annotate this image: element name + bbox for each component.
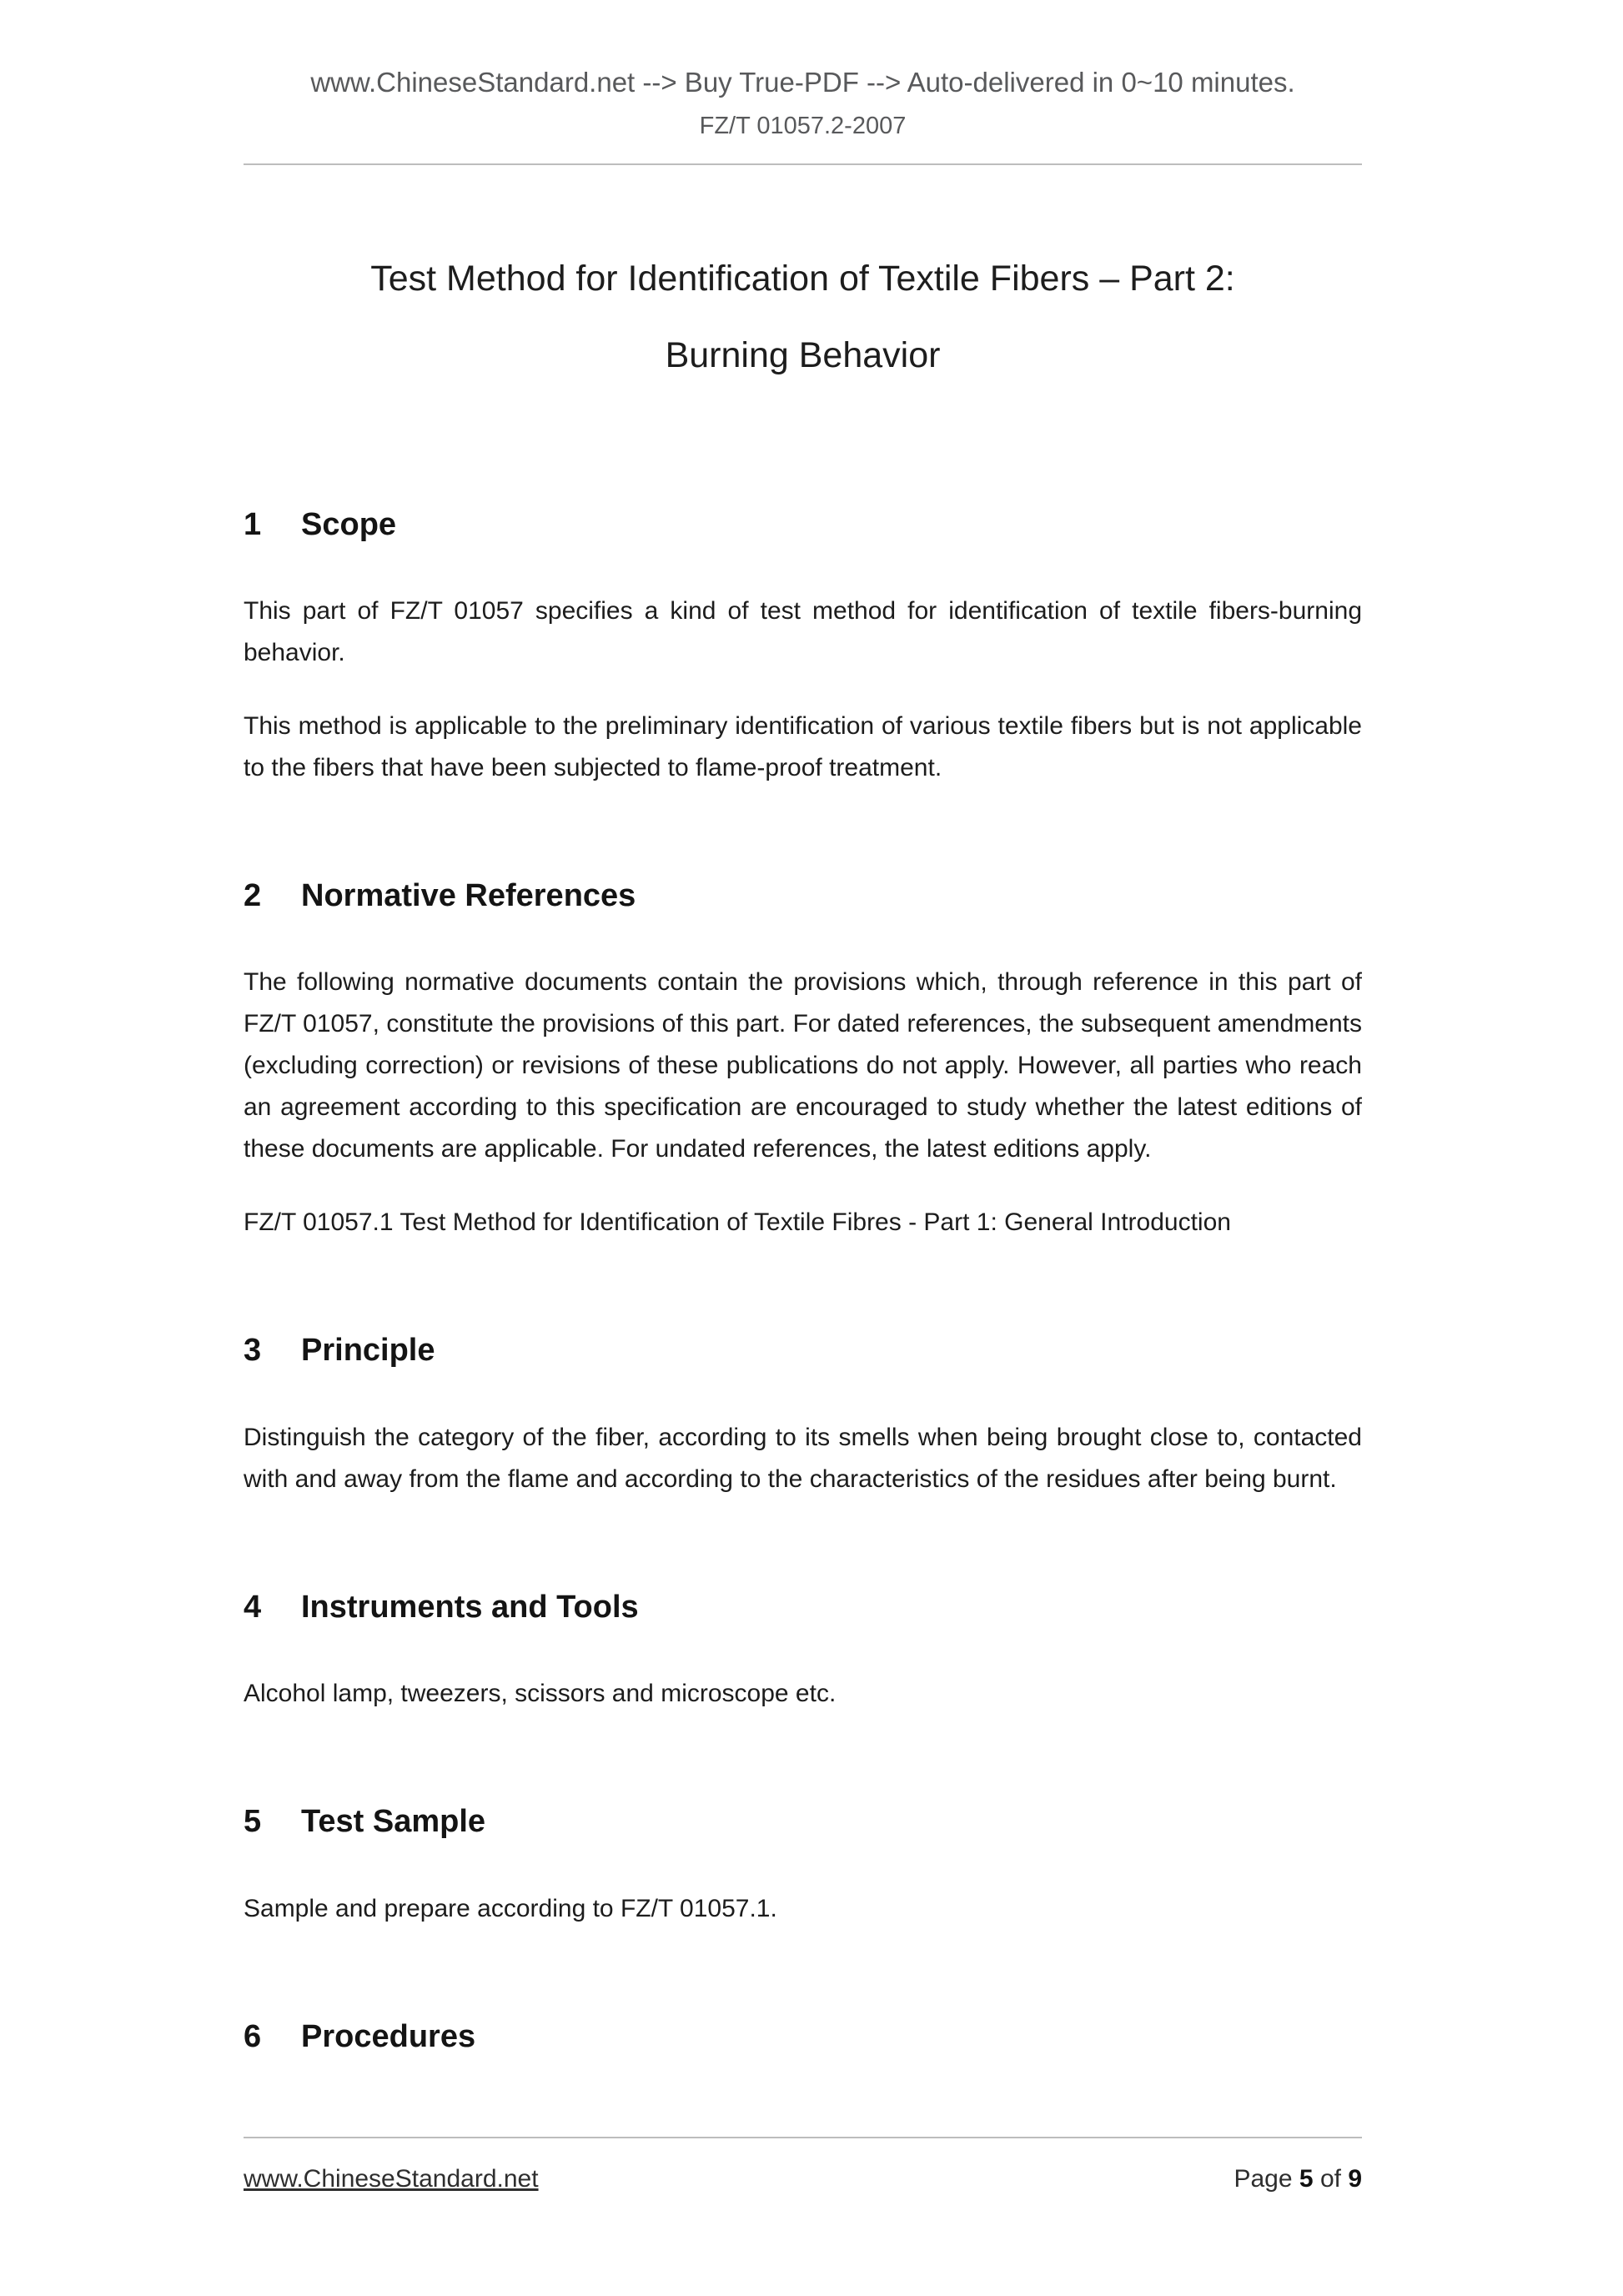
- page-number: [1234, 2165, 1362, 2193]
- page-number-total: 9: [1348, 2165, 1362, 2193]
- section-paragraph: Sample and prepare according to FZ/T 01057.1.: [244, 1894, 777, 1922]
- page-number-label: Page: [1234, 2165, 1293, 2193]
- section-title: Normative References: [301, 878, 636, 914]
- header-divider: [244, 163, 1362, 165]
- section-heading: [244, 1330, 1362, 1371]
- section-heading: [244, 2017, 1362, 2057]
- section-heading: [244, 1587, 1362, 1628]
- section-number: 1: [244, 506, 262, 542]
- section-heading: [244, 876, 1362, 917]
- page-footer: [244, 2137, 1362, 2193]
- section-scope: [244, 505, 1362, 789]
- section-title: Procedures: [301, 2018, 476, 2054]
- section-procedures: [244, 2017, 1362, 2057]
- section-normative-references: [244, 876, 1362, 1243]
- section-paragraph: The following normative documents contain the provisions which, through reference in this part of FZ/T 01057, constitute the provisions of this part. For dated references, the subsequent amendments (excluding correction) or revisions of these publications do not apply. However, all parties who reach an agreement according to this specification are encouraged to study whether the latest editions of these documents are applicable. For undated references, the latest editions apply.: [244, 968, 1362, 1163]
- section-number: 5: [244, 1804, 262, 1840]
- header-promo-line: www.ChineseStandard.net --> Buy True-PDF --> Auto-delivered in 0~10 minutes.: [310, 67, 1295, 98]
- section-number: 3: [244, 1333, 262, 1369]
- footer-site-link[interactable]: www.ChineseStandard.net: [244, 2165, 539, 2193]
- document-title-line-2: Burning Behavior: [665, 335, 941, 376]
- section-title: Scope: [301, 506, 397, 542]
- section-number: 4: [244, 1589, 262, 1625]
- document-title-line-1: Test Method for Identification of Textile Fibers – Part 2:: [370, 259, 1235, 299]
- section-test-sample: [244, 1801, 1362, 1929]
- section-principle: [244, 1330, 1362, 1500]
- section-heading: [244, 1801, 1362, 1842]
- section-paragraph: This method is applicable to the preliminary identification of various textile fibers but is not applicable to the fibers that have been subjected to flame-proof treatment.: [244, 712, 1362, 782]
- section-instruments-and-tools: [244, 1587, 1362, 1715]
- section-paragraph: This part of FZ/T 01057 specifies a kind of test method for identification of textile fibers-burning behavior.: [244, 597, 1362, 667]
- header-doc-code: FZ/T 01057.2-2007: [699, 113, 907, 140]
- page-header: [244, 0, 1362, 165]
- document-title: [244, 254, 1362, 380]
- section-paragraph: Alcohol lamp, tweezers, scissors and microscope etc.: [244, 1680, 837, 1708]
- section-title: Principle: [301, 1333, 435, 1369]
- section-paragraph: FZ/T 01057.1 Test Method for Identification of Textile Fibres - Part 1: General Introduction: [244, 1208, 1231, 1237]
- section-paragraph: Distinguish the category of the fiber, according to its smells when being brought close to, contacted with and away from the flame and according to the characteristics of the residues after being burnt.: [244, 1423, 1362, 1493]
- page-number-of-label: of: [1319, 2165, 1341, 2193]
- section-number: 2: [244, 878, 262, 914]
- page-number-current: 5: [1299, 2165, 1314, 2193]
- section-heading: [244, 505, 1362, 545]
- section-title: Instruments and Tools: [301, 1589, 639, 1625]
- section-title: Test Sample: [301, 1804, 486, 1840]
- section-number: 6: [244, 2018, 262, 2054]
